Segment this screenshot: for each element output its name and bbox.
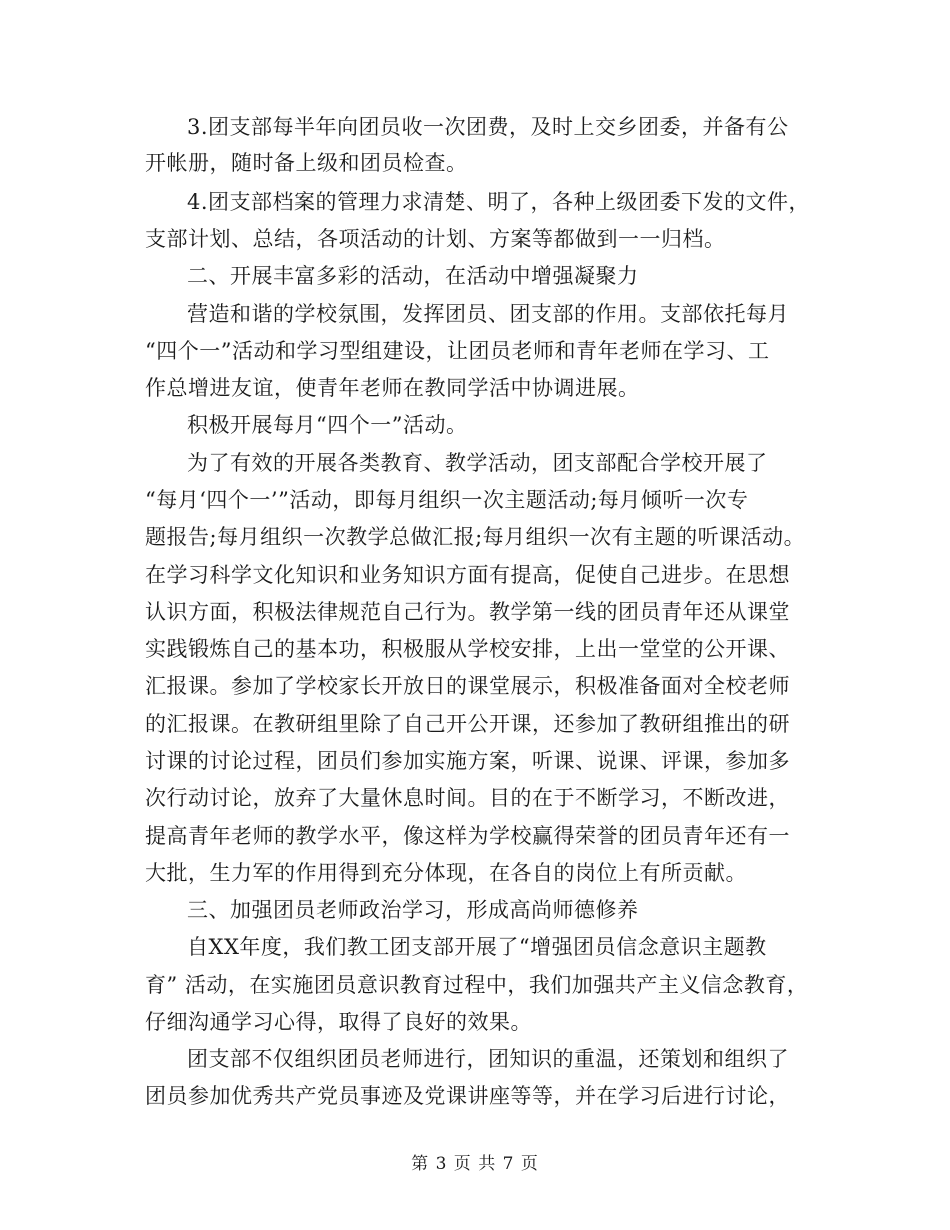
- text-line: 仔细沟通学习心得，取得了良好的效果。: [145, 1010, 532, 1034]
- text-line: 为了有效的开展各类教育、教学活动，团支部配合学校开展了: [187, 451, 768, 475]
- text-line: “四个一”活动和学习型组建设，让团员老师和青年老师在学习、工: [145, 339, 770, 363]
- text-line: 支部计划、总结，各项活动的计划、方案等都做到一一归档。: [145, 227, 726, 251]
- text-line: 汇报课。参加了学校家长开放日的课堂展示，积极准备面对全校老师: [145, 674, 790, 698]
- text-line: 认识方面，积极法律规范自己行为。教学第一线的团员青年还从课堂: [145, 600, 790, 624]
- text-line: 团员参加优秀共产党员事迹及党课讲座等等，并在学习后进行讨论，: [145, 1084, 790, 1108]
- text-line: 3.团支部每半年向团员收一次团费，及时上交乡团委，并备有公: [187, 115, 789, 139]
- text-line: 营造和谐的学校氛围，发挥团员、团支部的作用。支部依托每月: [187, 302, 789, 326]
- section-heading: 二、开展丰富多彩的活动，在活动中增强凝聚力: [187, 264, 639, 288]
- text-line: 作总增进友谊，使青年老师在教同学活中协调进展。: [145, 376, 640, 400]
- text-line: 积极开展每月“四个一”活动。: [187, 413, 468, 437]
- text-line: 4.团支部档案的管理力求清楚、明了，各种上级团委下发的文件，: [187, 190, 811, 214]
- text-line: 次行动讨论，放弃了大量休息时间。目的在于不断学习，不断改进，: [145, 786, 790, 810]
- text-line: 在学习科学文化知识和业务知识方面有提高，促使自己进步。在思想: [145, 563, 790, 587]
- text-line: 实践锻炼自己的基本功，积极服从学校安排，上出一堂堂的公开课、: [145, 637, 790, 661]
- text-line: 题报告;每月组织一次教学总做汇报;每月组织一次有主题的听课活动。: [145, 525, 806, 549]
- text-line: 的汇报课。在教研组里除了自己开公开课，还参加了教研组推出的研: [145, 712, 790, 736]
- text-line: 大批，生力军的作用得到充分体现，在各自的岗位上有所贡献。: [145, 861, 747, 885]
- section-heading: 三、加强团员老师政治学习，形成高尚师德修养: [187, 898, 639, 922]
- text-line: 提高青年老师的教学水平，像这样为学校赢得荣誉的团员青年还有一: [145, 824, 790, 848]
- text-line: 开帐册，随时备上级和团员检查。: [145, 151, 468, 175]
- text-line: 讨课的讨论过程，团员们参加实施方案，听课、说课、评课，参加多: [145, 749, 790, 773]
- text-line: 自XX年度，我们教工团支部开展了“增强团员信念意识主题教: [187, 935, 767, 959]
- page-footer: 第 3 页 共 7 页: [411, 1154, 539, 1174]
- text-line: 团支部不仅组织团员老师进行，团知识的重温，还策划和组织了: [187, 1047, 789, 1071]
- text-line: 育” 活动，在实施团员意识教育过程中，我们加强共产主义信念教育，: [145, 973, 809, 997]
- text-line: “每月‘四个一’”活动，即每月组织一次主题活动;每月倾听一次专: [145, 488, 749, 512]
